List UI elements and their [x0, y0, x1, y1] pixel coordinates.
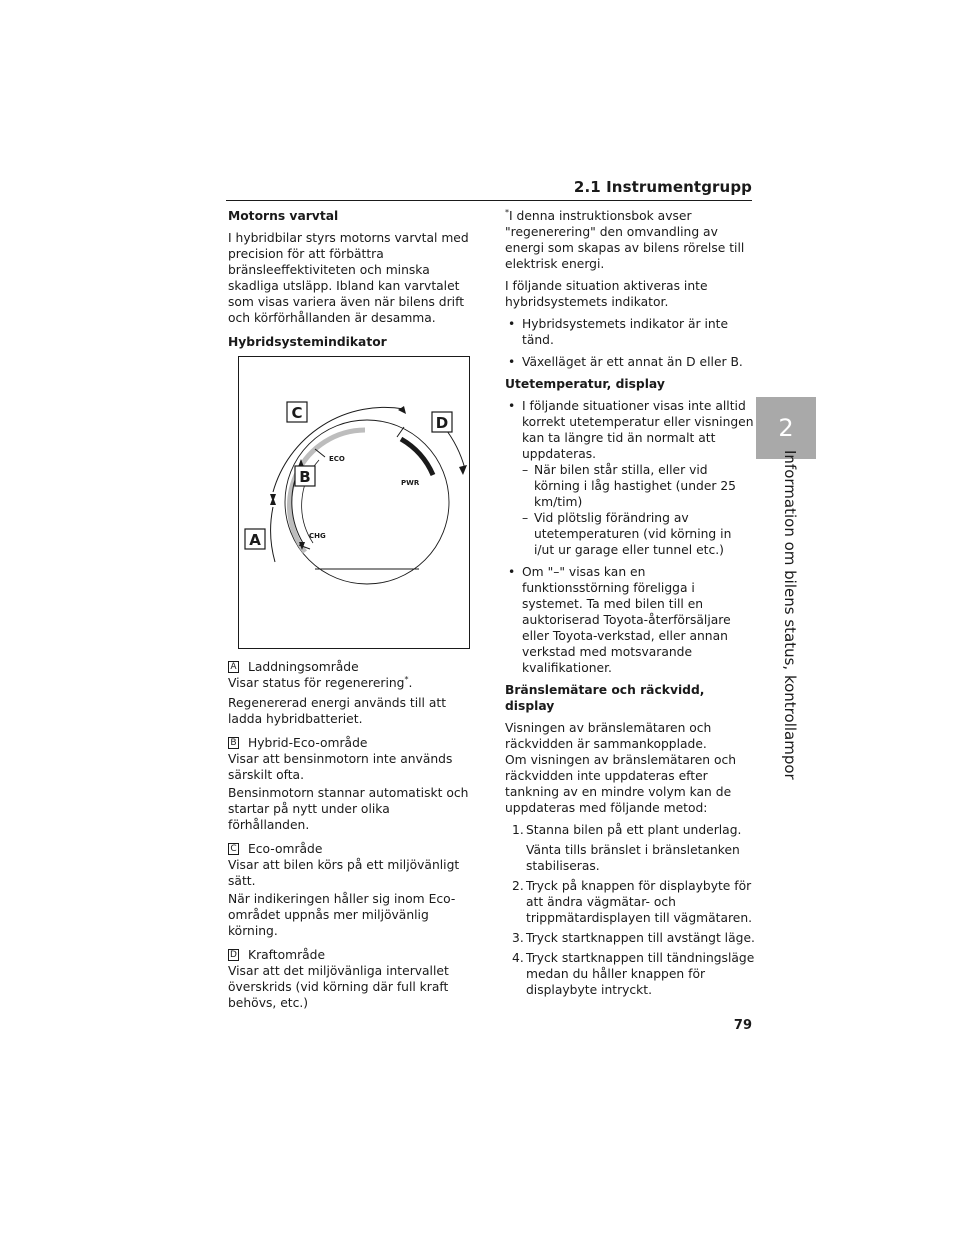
legend-text-b2: Bensinmotorn stannar automatiskt och startar på nytt under olika förhållanden.: [228, 786, 469, 832]
gauge-label-pwr: PWR: [401, 479, 420, 487]
legend-title-d: Kraftområde: [248, 948, 326, 962]
legend-text-a2: Regenererad energi används till att ladda hybridbatteriet.: [228, 696, 447, 726]
footnote-mark-a: *: [404, 674, 409, 684]
callout-arc-a: [271, 507, 275, 562]
step-4: [505, 950, 755, 998]
chapter-title-vertical: Information om bilens status, kontrollampor: [781, 450, 799, 780]
hybrid-indicator-figure: [238, 356, 470, 649]
legend-title-a: Laddningsområde: [248, 660, 359, 674]
legend-badge-d: D: [228, 949, 239, 961]
footnote-mark: *: [505, 207, 509, 217]
page-header-title: 2.1 Instrumentgrupp: [573, 178, 752, 196]
dash-mark-2: –: [522, 511, 529, 525]
gauge-label-eco: ECO: [329, 455, 345, 463]
temp-dash-1: [505, 462, 755, 510]
legend-item-d: [228, 947, 473, 1011]
fuel-text-2: Om visningen av bränslemätaren och räckvidden inte uppdateras efter tankning av en mindre volym kan de uppdateras med följande metod:: [505, 753, 737, 815]
temp-bullet-1: • I följande situationer visas inte alltid korrekt utetemperatur eller visningen kan ta längre tid än normalt att uppdateras.: [505, 398, 755, 462]
legend-item-c: [228, 841, 473, 939]
temp-dash-2: [505, 510, 755, 558]
footnote-text: I denna instruktionsbok avser "regenerering" den omvandling av energi som skapas av bilens rörelse till elektrisk energi.: [505, 209, 745, 271]
legend-text-d1: Visar att det miljövänliga intervallet överskrids (vid körning där full kraft behövs, etc.): [228, 964, 449, 1010]
hybrid-indicator-gauge: [239, 357, 471, 650]
step-1-number: 1.: [512, 823, 524, 837]
step-2: [505, 878, 755, 926]
indicator-bullet-2: • Växelläget är ett annat än D eller B.: [505, 354, 755, 370]
callout-arc-d: [444, 427, 465, 469]
chapter-number: 2: [778, 414, 794, 442]
step-4-text: Tryck startknappen till tändningsläge medan du håller knappen för displaybyte intryckt.: [526, 951, 755, 997]
section-title-fuel: Bränslemätare och räckvidd, display: [505, 683, 705, 713]
legend-text-a1-end: .: [408, 676, 413, 690]
step-1: [505, 822, 755, 838]
temp-dash-1-text: När bilen står stilla, eller vid körning i låg hastighet (under 25 km/tim): [534, 463, 736, 509]
right-column: [505, 208, 755, 1002]
callout-letter-a: A: [249, 531, 261, 549]
legend-badge-c: C: [228, 843, 239, 855]
footnote: [505, 208, 755, 272]
step-4-number: 4.: [512, 951, 524, 965]
legend-badge-a: A: [228, 661, 239, 673]
step-3-number: 3.: [512, 931, 524, 945]
legend-text-c1: Visar att bilen körs på ett miljövänligt sätt.: [228, 858, 460, 888]
indicator-intro: I följande situation aktiveras inte hybridsystemets indikator.: [505, 279, 708, 309]
left-column: [228, 208, 473, 1017]
legend-item-a: [228, 659, 473, 727]
step-2-number: 2.: [512, 879, 524, 893]
legend-text-b1: Visar att bensinmotorn inte används särskilt ofta.: [228, 752, 453, 782]
temp-dash-2-text: Vid plötslig förändring av utetemperaturen (vid körning in i/ut ur garage eller tunnel etc.): [534, 511, 732, 557]
legend-badge-b: B: [228, 737, 239, 749]
gauge-pwr-band: [401, 439, 433, 475]
legend-item-b: [228, 735, 473, 833]
section-title-hybrid-indicator: Hybridsystemindikator: [228, 335, 387, 349]
gauge-label-chg: CHG: [309, 532, 326, 540]
step-3: [505, 930, 755, 946]
legend-title-b: Hybrid-Eco-område: [248, 736, 368, 750]
gauge-circle: [285, 420, 449, 584]
legend-title-c: Eco-område: [248, 842, 323, 856]
arrow-head-3: [398, 406, 406, 414]
fuel-text-1: Visningen av bränslemätaren och räckvidden är sammankopplade.: [505, 721, 712, 751]
callout-letter-c: C: [291, 404, 303, 422]
header-rule: [226, 200, 752, 201]
section-title-outside-temp: Utetemperatur, display: [505, 377, 665, 391]
legend-text-c2: När indikeringen håller sig inom Eco-området uppnås mer miljövänlig körning.: [228, 892, 456, 938]
step-3-text: Tryck startknappen till avstängt läge.: [526, 931, 755, 945]
gauge-tick-1: [315, 449, 325, 457]
section-title-engine-speed: Motorns varvtal: [228, 209, 339, 223]
step-1-text: Stanna bilen på ett plant underlag.: [526, 823, 742, 837]
callout-letter-d: D: [435, 414, 449, 432]
legend-text-a1: Visar status för regenerering: [228, 676, 405, 690]
step-2-text: Tryck på knappen för displaybyte för att ändra vägmätar- och trippmätardisplayen till vägmätaren.: [526, 879, 753, 925]
arrow-head-2: [270, 494, 276, 502]
gauge-gray-band: [289, 430, 365, 552]
indicator-bullet-1: • Hybridsystemets indikator är inte tänd.: [505, 316, 755, 348]
temp-bullet-2: • Om "–" visas kan en funktionsstörning föreligga i systemet. Ta med bilen till en auktoriserad Toyota-återförsäljare eller Toyota-verkstad, eller annan verkstad med motsvarande kvalifikationer.: [505, 564, 755, 676]
engine-speed-text: I hybridbilar styrs motorns varvtal med precision för att förbättra bränsleeffektiviteten och minska skadliga utsläpp. Ibland kan varvtalet som visas variera även när bilens drift och körförhållanden är desamma.: [228, 231, 469, 325]
page-number: 79: [733, 1018, 752, 1033]
gauge-tick-3: [397, 427, 404, 437]
arrow-head-4: [459, 465, 467, 475]
step-1-sub: Vänta tills bränslet i bränsletanken stabiliseras.: [526, 843, 740, 873]
dash-mark-1: –: [522, 463, 529, 477]
callout-letter-b: B: [299, 468, 311, 486]
